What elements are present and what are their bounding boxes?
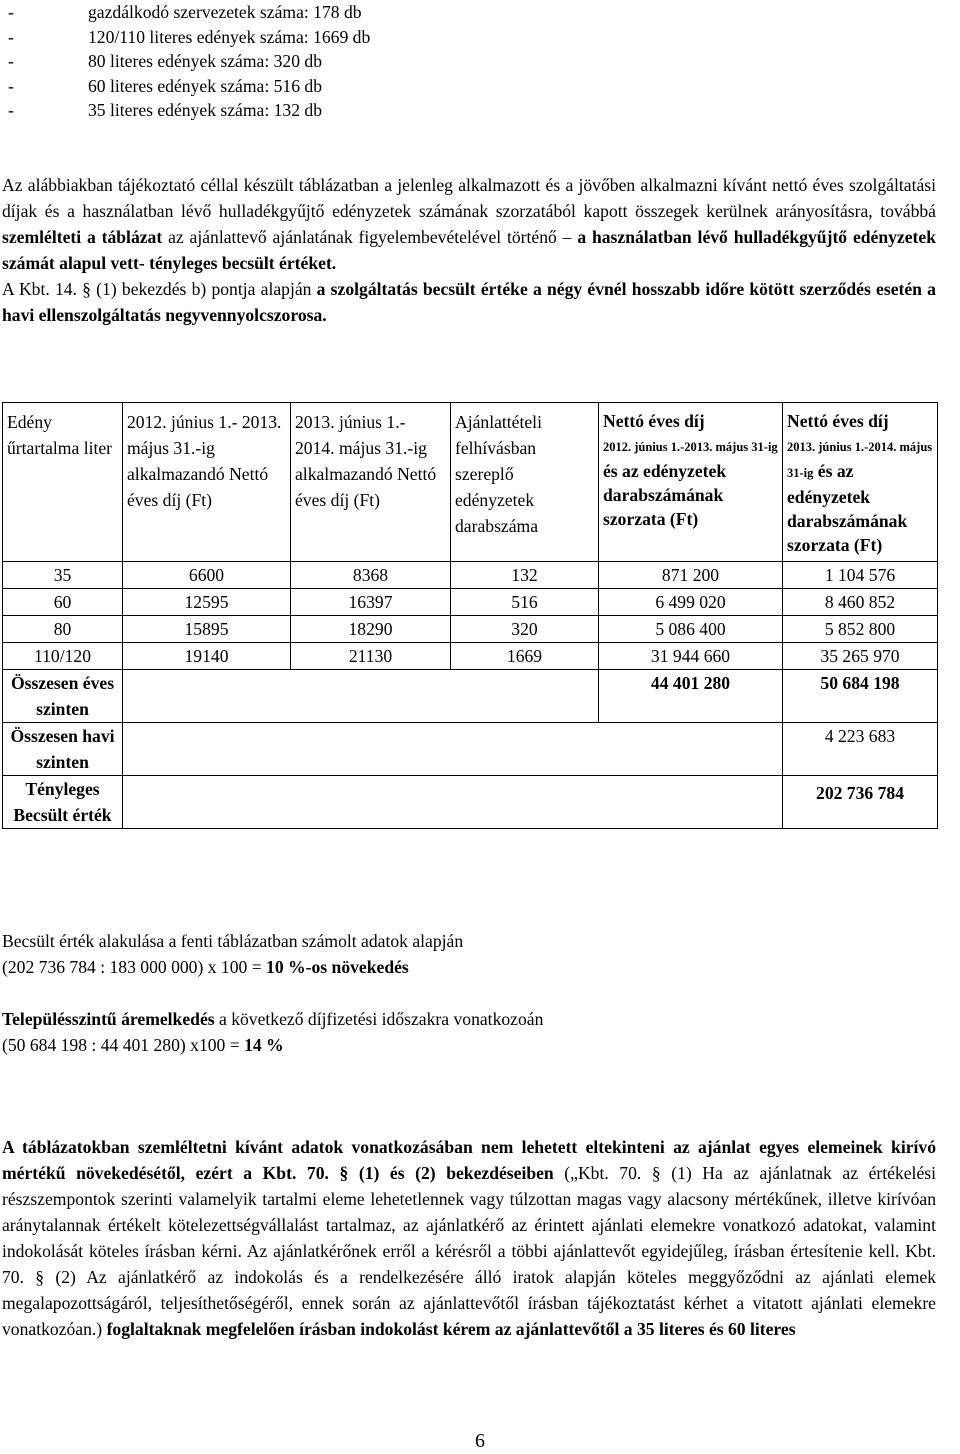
- list-item: - 35 literes edények száma: 132 db: [8, 100, 323, 120]
- table-header-row: [3, 403, 938, 562]
- list-item: - 60 literes edények száma: 516 db: [8, 75, 323, 96]
- page-number: 6: [475, 1430, 485, 1452]
- table-row-monthly-total: Összesen havi szinten 4 223 683: [3, 723, 938, 776]
- col-header-product-2012: Nettó éves díj 2012. június 1.-2013. május 31-ig és az edényzetek darabszámának szorzata (Ft): [599, 403, 783, 562]
- col-header-count: Ajánlattételi felhívásban szereplő edényzetek darabszáma: [451, 403, 599, 562]
- table-row: 110/120 19140 21130 1669 31 944 660 35 265 970: [3, 643, 938, 670]
- bullet-list: [2, 0, 936, 123]
- legal-paragraph: A táblázatokban szemléltetni kívánt adatok vonatkozásában nem lehetett eltekinteni az ajánlat egyes elemeinek kirívó mértékű növekedésétől, ezért a Kbt. 70. § (1) és (2) bekezdéseiben („Kbt. 70. § (1) Ha az ajánlatnak az értékelési részszempontok szerinti valamelyik tartalmi eleme lehetetlennek vagy túlzottan magas vagy alacsony mértékűnek, illetve kirívóan aránytalannak értékelt kötelezettségvállalást tartalmaz, az ajánlatkérő az érintett ajánlati elemekre vonatkozó adatokat, valamint indokolását köteles írásban kérni. Az ajánlatkérőnek erről a kérésről a többi ajánlattevőt egyidejűleg, írásban értesítenie kell. Kbt. 70. § (2) Az ajánlatkérő az indokolás és a rendelkezésére álló iratok alapján köteles meggyőződni az ajánlati elemek megalapozottságáról, teljesíthetőségéről, ennek során az ajánlattevőtől írásban tájékoztatást kérhet a vitatott ajánlati elemekre vonatkozóan.) foglaltaknak megfelelően írásban indokolást kérem az ajánlattevőtől a 35 literes és 60 literes: [2, 1137, 936, 1339]
- list-item: - gazdálkodó szervezetek száma: 178 db: [8, 2, 362, 22]
- table-row: 35 6600 8368 132 871 200 1 104 576: [3, 562, 938, 589]
- col-header-product-2013: Nettó éves díj 2013. június 1.-2014. május 31-ig és az edényzetek darabszámának szorzata (Ft): [783, 403, 938, 562]
- fee-table: [2, 402, 938, 829]
- col-header-fee-2012: 2012. június 1.- 2013. május 31.-ig alkalmazandó Nettó éves díj (Ft): [123, 403, 291, 562]
- table-row-annual-total: Összesen éves szinten 44 401 280 50 684 198: [3, 670, 938, 723]
- list-item: - 80 literes edények száma: 320 db: [8, 51, 323, 71]
- estimated-value-paragraph: Becsült érték alakulása a fenti táblázatban számolt adatok alapján (202 736 784 : 183 000 000) x 100 = 10 %-os növekedés: [2, 931, 464, 977]
- intro-paragraph: Az alábbiakban tájékoztató céllal készült táblázatban a jelenleg alkalmazott és a jövőben alkalmazni kívánt nettó éves szolgáltatási díjak és a használatban lévő hulladékgyűjtő edényzetek számának szorzatából kapott összegek kerülnek arányosításra, továbbá szemlélteti a táblázat az ajánlattevő ajánlatának figyelembevételével történő – a használatban lévő hulladékgyűjtő edényzetek számát alapul vett- tényleges becsült értéket. A Kbt. 14. § (1) bekezdés b) pontja alapján a szolgáltatás becsült értéke a négy évnél hosszabb időre kötött szerződés esetén a havi ellenszolgáltatás negyvennyolcszorosa.: [2, 175, 937, 325]
- list-item: - 120/110 literes edények száma: 1669 db: [8, 26, 371, 47]
- col-header-fee-2013: 2013. június 1.- 2014. május 31.-ig alkalmazandó Nettó éves díj (Ft): [291, 403, 451, 562]
- table-row: 60 12595 16397 516 6 499 020 8 460 852: [3, 589, 938, 616]
- price-increase-paragraph: Településszintű áremelkedés a következő díjfizetési időszakra vonatkozoán (50 684 198 : 44 401 280) x100 = 14 %: [2, 1009, 544, 1055]
- table-row: 80 15895 18290 320 5 086 400 5 852 800: [3, 616, 938, 643]
- table-row-actual-value: Tényleges Becsült érték 202 736 784: [3, 776, 938, 829]
- col-header-size: Edény űrtartalma liter: [3, 403, 123, 562]
